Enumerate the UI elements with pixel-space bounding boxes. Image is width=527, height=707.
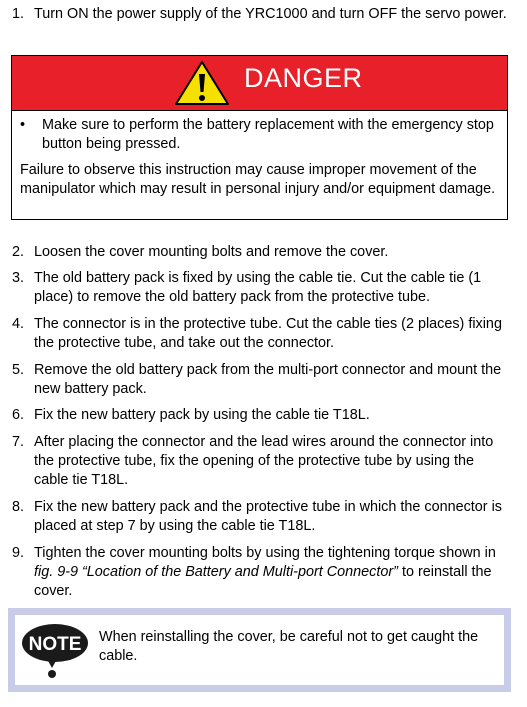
step-number: 2. — [12, 244, 25, 260]
step-2 — [12, 243, 512, 262]
danger-bullet-item — [20, 116, 500, 154]
step-number: 1. — [12, 6, 25, 22]
danger-warning-text: Failure to observe this instruction may cause improper movement of the manipulator which may result in personal injury and/or equipment damage. — [20, 162, 496, 197]
step-number: 7. — [12, 434, 25, 450]
step-text: Fix the new battery pack and the protective tube in which the connector is placed at step 7 by using the cable tie T18L. — [34, 499, 502, 534]
step-text: The connector is in the protective tube. Cut the cable ties (2 places) fixing the protective tube, and take out the connector. — [34, 316, 502, 351]
danger-header — [12, 56, 507, 111]
step-text: Remove the old battery pack from the multi-port connector and mount the new battery pack. — [34, 362, 502, 397]
note-label: NOTE — [28, 634, 82, 655]
step-9 — [12, 544, 512, 601]
note-inner — [15, 615, 504, 685]
note-icon — [21, 621, 91, 679]
step-text: Loosen the cover mounting bolts and remove the cover. — [34, 244, 389, 260]
step-number: 9. — [12, 545, 25, 561]
step-number: 4. — [12, 316, 25, 332]
bullet-mark: • — [20, 117, 26, 133]
step-5 — [12, 361, 512, 399]
danger-bullet-text: Make sure to perform the battery replacement with the emergency stop button being pressed. — [42, 117, 494, 152]
step-4 — [12, 315, 512, 353]
step-3 — [12, 269, 512, 307]
step-8 — [12, 498, 512, 536]
step-text: After placing the connector and the lead wires around the connector into the protective tube, fix the opening of the protective tube by using the cable tie T18L. — [34, 434, 494, 488]
warning-triangle-icon — [174, 60, 230, 106]
step-text: The old battery pack is fixed by using the cable tie. Cut the cable tie (1 place) to remove the old battery pack from the protective tube. — [34, 270, 482, 305]
step-7 — [12, 433, 512, 490]
step-number: 6. — [12, 407, 25, 423]
step-text-before: Tighten the cover mounting bolts by using the tightening torque shown in — [34, 545, 496, 561]
step-text — [34, 544, 512, 601]
step-6 — [12, 406, 512, 425]
step-number: 5. — [12, 362, 25, 378]
step-1 — [12, 5, 512, 24]
note-text: When reinstalling the cover, be careful not to get caught the cable. — [99, 629, 479, 664]
step-text: Turn ON the power supply of the YRC1000 and turn OFF the servo power. — [34, 6, 507, 22]
figure-title[interactable]: “Location of the Battery and Multi-port Connector” — [78, 564, 398, 580]
step-text-after: to reinstall the cover. — [34, 564, 492, 599]
step-number: 8. — [12, 499, 25, 515]
step-text: Fix the new battery pack by using the cable tie T18L. — [34, 407, 370, 423]
danger-box — [11, 55, 508, 220]
danger-title: DANGER — [244, 63, 363, 93]
note-box — [8, 608, 511, 692]
step-number: 3. — [12, 270, 25, 286]
figure-reference[interactable]: fig. 9-9 — [34, 564, 78, 580]
